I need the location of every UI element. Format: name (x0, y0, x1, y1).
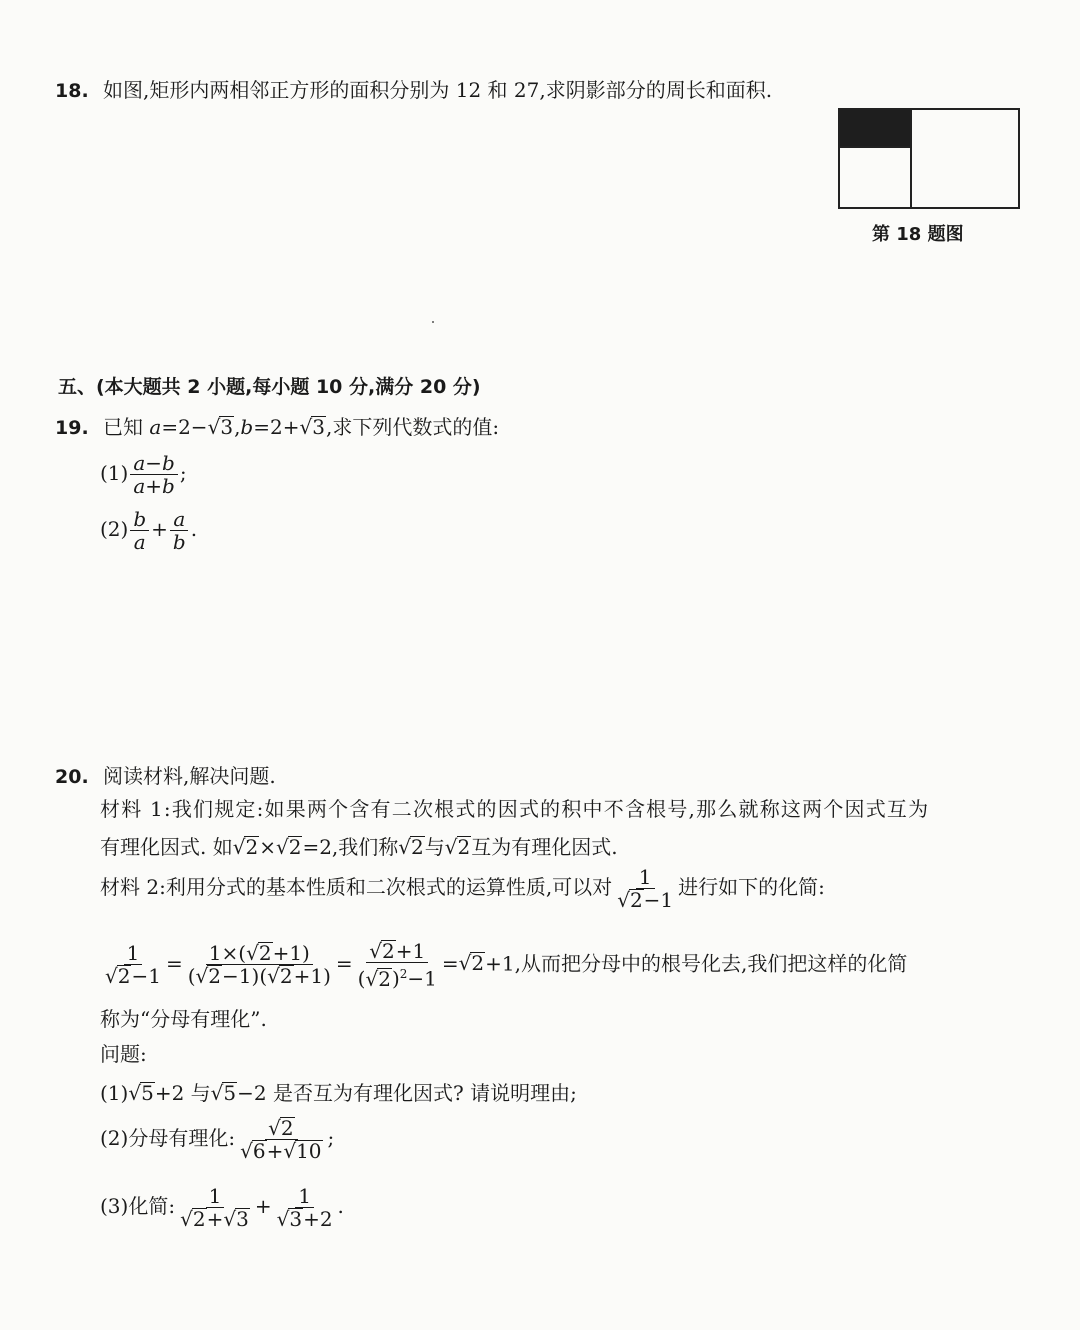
q18-text: 如图,矩形内两相邻正方形的面积分别为 12 和 27,求阴影部分的周长和面积. (103, 78, 773, 102)
q19-p2-frac2: $\frac{a}{b}$ (170, 508, 189, 553)
q20-q3-end: . (337, 1194, 344, 1218)
q20-question1 (100, 1079, 577, 1107)
q20-material1-line2 (100, 833, 618, 861)
q18-line (55, 76, 772, 105)
q19-p1-fraction (130, 452, 177, 497)
q19-p2-end: . (190, 517, 198, 541)
q19-line (55, 413, 499, 442)
q20-m1-times: × (259, 835, 276, 859)
q20-q1-text-a: +2 与 (154, 1081, 211, 1105)
q20-q1-label: (1) (100, 1081, 129, 1105)
q18-number: 18. (55, 80, 89, 102)
q20-m1-and: 与 (424, 835, 445, 859)
q19-p1-num: a−b (130, 452, 177, 475)
q20-m1-sqrt2-d: √2 (444, 835, 471, 859)
q20-q1-sqrt5-a: √5 (128, 1081, 154, 1105)
q19-p2-frac1: $\frac{b}{a}$ (130, 508, 149, 553)
q20-q2-end: ; (327, 1126, 335, 1150)
q19-p2-plus: + (151, 517, 168, 541)
q20-m1-sqrt2-a: √2 (232, 835, 259, 859)
q20-m1-end: 互为有理化因式. (471, 835, 618, 859)
q18-small-square-border (840, 146, 911, 148)
q19-tail: ,求下列代数式的值: (325, 415, 500, 439)
q19-sqrt-b: √3 (299, 415, 325, 439)
q19-var-b: b (240, 415, 254, 439)
q20-calc-frac1: $\frac{1}{√2-1}$ (105, 941, 161, 989)
q20-title: 阅读材料,解决问题. (103, 764, 276, 788)
q20-calc-tail: ,从而把分母中的根号化去,我们把这样的化简 (514, 951, 908, 976)
q20-q2-fraction: $\frac{√2}{√6+√10}$ (240, 1116, 322, 1163)
q20-q3-label: (3)化简: (100, 1194, 176, 1218)
q19-comma: , (234, 415, 241, 439)
q20-material1-line1: 材料 1:我们规定:如果两个含有二次根式的因式的积中不含根号,那么就称这两个因式互为 (100, 797, 930, 821)
q18-shaded-region (840, 110, 911, 146)
q20-q3-frac2: $\frac{1}{√3+2}$ (276, 1184, 333, 1231)
q20-question2 (100, 1117, 334, 1162)
q19-p1-end: ; (179, 461, 187, 485)
q20-m1-eq: =2,我们称 (302, 835, 399, 859)
q20-m2-lead-end: 进行如下的化简: (678, 875, 825, 899)
q20-m2-lead: 材料 2:利用分式的基本性质和二次根式的运算性质,可以对 (100, 875, 613, 899)
q20-calc-frac3: $\frac{√2+1}{(√2)^2-1}$ (357, 939, 437, 991)
q19-p1-label: (1) (100, 461, 129, 485)
q20-q3-frac1: $\frac{1}{√2+√3}$ (180, 1184, 249, 1231)
q19-part1 (100, 452, 187, 497)
q20-material2-line3: 称为“分母有理化”. (100, 1007, 267, 1031)
q20-question3: (3)化简: $\frac{1}{√2+√3}$ + $\frac{1}{√3+2}$ . (100, 1184, 344, 1231)
q20-questions-label: 问题: (100, 1042, 147, 1066)
q20-m2-fraction: $\frac{1}{√2-1}$ (617, 865, 674, 912)
q19-eq-a: =2− (161, 415, 208, 439)
q20-q1-text-b: −2 是否互为有理化因式? 请说明理由; (237, 1081, 577, 1105)
q20-m1-example-lead: 有理化因式. 如 (100, 835, 233, 859)
q20-number: 20. (55, 766, 89, 788)
q19-var-a: a (149, 415, 162, 439)
q20-m1-sqrt2-c: √2 (398, 835, 424, 859)
q20-calc-frac2: $\frac{1\times(√2+1)}{(√2-1)(√2+1)}$ (187, 941, 331, 989)
q19-number: 19. (55, 417, 89, 439)
q19-intro: 已知 (103, 415, 150, 439)
q18-figure (838, 108, 1020, 209)
q19-sqrt-a: √3 (207, 415, 234, 439)
q20-q1-sqrt5-b: √5 (210, 1081, 237, 1105)
q19-eq-b: =2+ (253, 415, 300, 439)
q19-p2-label: (2) (100, 517, 129, 541)
q19-part2 (100, 508, 197, 553)
section5-header: 五、(本大题共 2 小题,每小题 10 分,满分 20 分) (58, 376, 481, 398)
q20-m1-sqrt2-b: √2 (275, 835, 302, 859)
speck-dot (432, 321, 434, 323)
q20-material2-calc: $\frac{1}{√2-1}$ = $\frac{1\times(√2+1)}{(√2-1)(√2+1)}$ = $\frac{√2+1}{(√2)^2-1}$ =√2+1,从而把分母中的根号化去,我们把这样的化简 (100, 940, 907, 990)
q20-calc-result: √2 (458, 951, 485, 976)
q20-title-line (55, 762, 276, 791)
q20-q2-label: (2)分母有理化: (100, 1126, 236, 1150)
q18-divider (910, 110, 912, 207)
q20-material2-line1 (100, 866, 825, 911)
q18-figure-caption: 第 18 题图 (872, 224, 964, 245)
q19-p1-den: a+b (133, 474, 175, 498)
